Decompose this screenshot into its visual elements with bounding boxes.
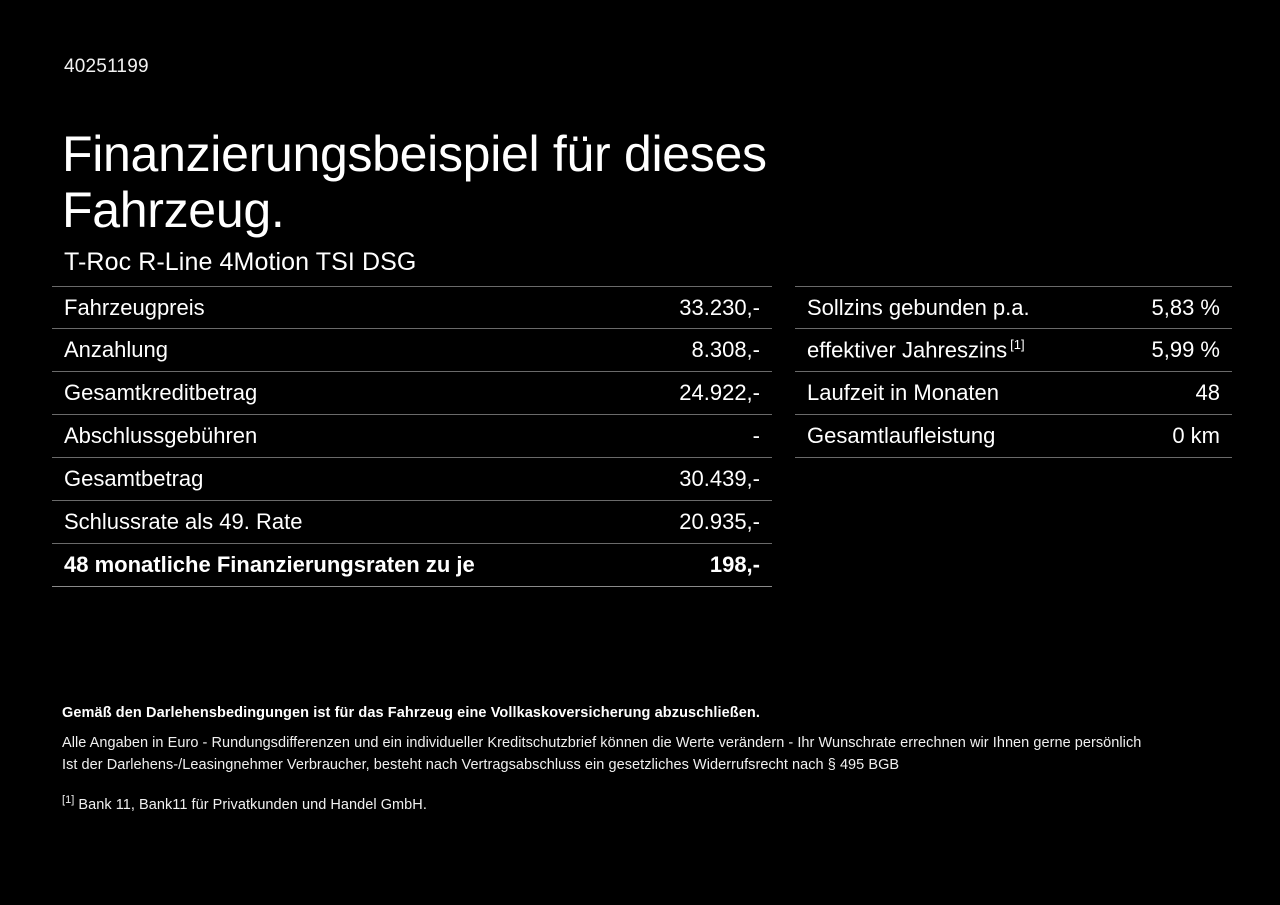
row-label: Gesamtkreditbetrag: [64, 380, 258, 405]
insurance-note: Gemäß den Darlehensbedingungen ist für das Fahrzeug eine Vollkaskoversicherung abzuschließen.: [62, 705, 760, 721]
row-label: Schlussrate als 49. Rate: [64, 509, 303, 534]
row-value: 5,99 %: [1151, 337, 1220, 363]
row-value: 198,-: [709, 552, 760, 577]
footnotes-section: [62, 705, 1222, 813]
row-value: 8.308,-: [691, 337, 760, 362]
row-label-text: Laufzeit in Monaten: [807, 380, 1000, 405]
footnote-marker: [1]: [1010, 337, 1025, 352]
row-label: [807, 337, 1025, 363]
financing-table-right: [795, 286, 1232, 458]
row-value: 20.935,-: [679, 509, 760, 534]
table-row: [52, 329, 772, 372]
financing-table-left: [52, 286, 772, 587]
row-label: [807, 295, 1030, 321]
table-row: [52, 458, 772, 501]
row-label: Gesamtbetrag: [64, 466, 204, 491]
table-row: [52, 501, 772, 544]
row-value: 30.439,-: [679, 466, 760, 491]
table-row: [52, 415, 772, 458]
row-value: 5,83 %: [1151, 295, 1220, 320]
row-label-text: Gesamtlaufleistung: [807, 423, 996, 448]
reference-id: 40251199: [64, 56, 149, 77]
vehicle-model-subtitle: T-Roc R-Line 4Motion TSI DSG: [64, 248, 417, 276]
table-row: [795, 286, 1232, 329]
row-label: 48 monatliche Finanzierungsraten zu je: [64, 552, 475, 577]
row-label: Anzahlung: [64, 337, 168, 362]
row-value: 48: [1195, 380, 1220, 405]
table-row-monthly-rate: [52, 544, 772, 587]
table-row: [795, 372, 1232, 415]
footnote-reference-1: [62, 794, 1222, 813]
row-label: Fahrzeugpreis: [64, 295, 205, 320]
footnote-reference-text: Bank 11, Bank11 für Privatkunden und Handel GmbH.: [78, 796, 427, 813]
footnote-line-2: Ist der Darlehens-/Leasingnehmer Verbraucher, besteht nach Vertragsabschluss ein gesetzliches Widerrufsrecht nach § 495 BGB: [62, 757, 900, 773]
row-label: [807, 380, 999, 406]
table-row: [795, 415, 1232, 458]
row-value: 24.922,-: [679, 380, 760, 405]
footnote-line-1: Alle Angaben in Euro - Rundungsdifferenzen und ein individueller Kreditschutzbrief können die Werte verändern - Ihr Wunschrate errechnen wir Ihnen gerne persönlich: [62, 735, 1142, 751]
table-row: [52, 286, 772, 329]
row-label: [807, 423, 995, 449]
row-label-text: effektiver Jahreszins: [807, 337, 1008, 363]
row-value: 33.230,-: [679, 295, 760, 320]
footnote-marker: [1]: [62, 794, 75, 806]
row-label: Abschlussgebühren: [64, 423, 258, 448]
row-value: -: [752, 423, 760, 448]
row-value: 0 km: [1172, 423, 1220, 448]
table-row: [52, 372, 772, 415]
table-row: [795, 329, 1232, 372]
row-label-text: Sollzins gebunden p.a.: [807, 295, 1030, 320]
page-title: Finanzierungsbeispiel für dieses Fahrzeug.: [62, 125, 767, 238]
